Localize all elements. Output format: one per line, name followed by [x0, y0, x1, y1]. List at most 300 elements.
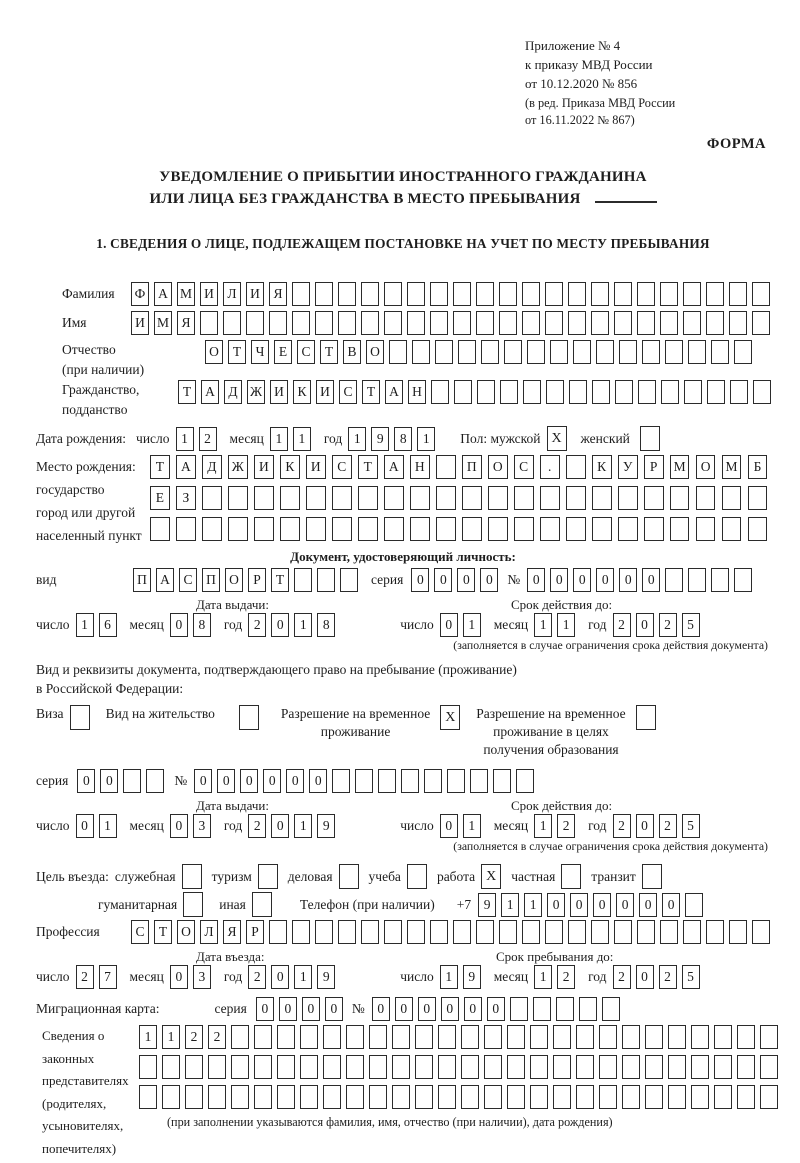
- day-label: число: [400, 617, 434, 632]
- char-cell: 1: [270, 427, 288, 451]
- char-cell: П: [133, 568, 151, 592]
- day-label: число: [36, 818, 70, 833]
- identity-dates-row: [36, 613, 770, 637]
- char-cell: 0: [271, 613, 289, 637]
- char-cell: А: [385, 380, 403, 404]
- char-cell: 1: [557, 613, 575, 637]
- char-cell: [462, 517, 482, 541]
- char-cell: [488, 517, 508, 541]
- migration-number-cells: [372, 997, 620, 1021]
- birth-date-row: [36, 426, 770, 451]
- char-cell: 2: [76, 965, 94, 989]
- stay-until-group: [400, 965, 712, 989]
- char-cell: [514, 517, 534, 541]
- char-cell: [415, 1085, 433, 1109]
- char-cell: [306, 517, 326, 541]
- year-label: год: [223, 617, 243, 632]
- char-cell: 2: [248, 965, 266, 989]
- char-cell: 0: [302, 997, 320, 1021]
- char-cell: Т: [228, 340, 246, 364]
- char-cell: [430, 282, 448, 306]
- char-cell: Я: [269, 282, 287, 306]
- annex-line: от 10.12.2020 № 856: [525, 76, 638, 91]
- char-cell: [683, 282, 701, 306]
- char-cell: [277, 1055, 295, 1079]
- char-cell: 2: [659, 613, 677, 637]
- char-cell: [760, 1085, 778, 1109]
- stay-until-header: Срок пребывания до:: [496, 949, 614, 964]
- char-cell: [317, 568, 335, 592]
- char-cell: 0: [636, 613, 654, 637]
- char-cell: 1: [294, 613, 312, 637]
- char-cell: [484, 1025, 502, 1049]
- char-cell: [592, 486, 612, 510]
- char-cell: [644, 517, 664, 541]
- char-cell: Н: [410, 455, 430, 479]
- char-cell: К: [592, 455, 612, 479]
- char-cell: 0: [309, 769, 327, 793]
- char-cell: [477, 380, 495, 404]
- char-cell: [553, 1025, 571, 1049]
- identity-series-cells: [411, 568, 498, 592]
- char-cell: [338, 282, 356, 306]
- char-cell: С: [332, 455, 352, 479]
- purpose-work-checkbox: X: [481, 864, 501, 889]
- char-cell: И: [200, 282, 218, 306]
- char-cell: [618, 517, 638, 541]
- month-label: месяц: [129, 969, 164, 984]
- char-cell: [269, 311, 287, 335]
- guardians-row1-cells: [139, 1025, 778, 1049]
- char-cell: 8: [193, 613, 211, 637]
- month-label: месяц: [129, 617, 164, 632]
- char-cell: О: [225, 568, 243, 592]
- residence-date-headers: [36, 798, 770, 813]
- identity-issue-year-cells: [248, 613, 335, 637]
- char-cell: [176, 517, 196, 541]
- char-cell: [683, 920, 701, 944]
- stay-year-cells: [613, 965, 700, 989]
- char-cell: [361, 920, 379, 944]
- char-cell: 0: [619, 568, 637, 592]
- entry-month-cells: [170, 965, 211, 989]
- char-cell: 0: [170, 814, 188, 838]
- char-cell: [576, 1055, 594, 1079]
- char-cell: [401, 769, 419, 793]
- phone-cells: [478, 893, 703, 917]
- char-cell: Т: [362, 380, 380, 404]
- char-cell: [269, 920, 287, 944]
- char-cell: [332, 517, 352, 541]
- char-cell: [300, 1025, 318, 1049]
- residence-dates-row: [36, 814, 770, 838]
- identity-issue-day-cells: [76, 613, 117, 637]
- annex-reference: [525, 36, 770, 129]
- char-cell: И: [131, 311, 149, 335]
- purpose-private-checkbox: [561, 864, 581, 889]
- char-cell: [748, 486, 768, 510]
- char-cell: [246, 311, 264, 335]
- char-cell: [358, 486, 378, 510]
- sex-female-checkbox: [640, 426, 660, 451]
- char-cell: [576, 1025, 594, 1049]
- char-cell: 0: [636, 965, 654, 989]
- char-cell: П: [202, 568, 220, 592]
- char-cell: [315, 920, 333, 944]
- char-cell: 0: [325, 997, 343, 1021]
- char-cell: Ч: [251, 340, 269, 364]
- char-cell: [410, 517, 430, 541]
- char-cell: Б: [748, 455, 768, 479]
- char-cell: С: [339, 380, 357, 404]
- char-cell: [602, 997, 620, 1021]
- char-cell: [412, 340, 430, 364]
- char-cell: С: [514, 455, 534, 479]
- residence-doc-intro2: в Российской Федерации:: [36, 681, 184, 696]
- char-cell: 1: [294, 965, 312, 989]
- char-cell: [530, 1055, 548, 1079]
- restriction-note: (заполняется в случае ограничения срока действия документа): [453, 638, 768, 652]
- identity-kind-cells: [133, 568, 358, 592]
- char-cell: [661, 380, 679, 404]
- char-cell: 1: [501, 893, 519, 917]
- identity-number-cells: [527, 568, 752, 592]
- day-label: число: [36, 617, 70, 632]
- month-label: месяц: [493, 617, 529, 632]
- char-cell: [254, 1025, 272, 1049]
- birth-date-group: [136, 427, 448, 451]
- char-cell: [550, 340, 568, 364]
- char-cell: [615, 380, 633, 404]
- char-cell: [139, 1055, 157, 1079]
- char-cell: [714, 1025, 732, 1049]
- firstname-cells: [131, 311, 770, 335]
- char-cell: [706, 920, 724, 944]
- char-cell: 0: [217, 769, 235, 793]
- char-cell: 2: [557, 965, 575, 989]
- char-cell: 8: [394, 427, 412, 451]
- char-cell: 1: [139, 1025, 157, 1049]
- char-cell: 1: [524, 893, 542, 917]
- char-cell: [729, 920, 747, 944]
- char-cell: [384, 486, 404, 510]
- char-cell: [369, 1025, 387, 1049]
- char-cell: [280, 517, 300, 541]
- char-cell: Т: [154, 920, 172, 944]
- char-cell: 0: [480, 568, 498, 592]
- char-cell: 1: [440, 965, 458, 989]
- month-label: месяц: [129, 818, 164, 833]
- char-cell: [530, 1025, 548, 1049]
- purpose-official-checkbox: [182, 864, 202, 889]
- stay-day-cells: [440, 965, 481, 989]
- residence-issue-day-cells: [76, 814, 117, 838]
- char-cell: [670, 517, 690, 541]
- purpose-official-label: служебная: [114, 868, 176, 884]
- char-cell: Е: [274, 340, 292, 364]
- char-cell: [668, 1085, 686, 1109]
- residence-doc-options-row: [36, 705, 770, 759]
- char-cell: [436, 486, 456, 510]
- char-cell: [618, 486, 638, 510]
- char-cell: 3: [193, 814, 211, 838]
- char-cell: [707, 380, 725, 404]
- char-cell: [200, 311, 218, 335]
- char-cell: [760, 1055, 778, 1079]
- char-cell: Д: [202, 455, 222, 479]
- char-cell: [430, 311, 448, 335]
- char-cell: И: [306, 455, 326, 479]
- char-cell: А: [156, 568, 174, 592]
- char-cell: [645, 1025, 663, 1049]
- char-cell: 5: [682, 814, 700, 838]
- char-cell: Р: [246, 920, 264, 944]
- char-cell: Л: [223, 282, 241, 306]
- birth-place-row3-cells: [150, 517, 767, 541]
- char-cell: [208, 1085, 226, 1109]
- char-cell: [540, 517, 560, 541]
- char-cell: [436, 455, 456, 479]
- char-cell: 0: [642, 568, 660, 592]
- firstname-label: Имя: [62, 315, 87, 330]
- char-cell: 0: [240, 769, 258, 793]
- char-cell: 2: [659, 965, 677, 989]
- char-cell: [665, 568, 683, 592]
- purpose-other-label: иная: [219, 896, 246, 912]
- identity-valid-day-cells: [440, 613, 481, 637]
- char-cell: [660, 311, 678, 335]
- char-cell: Д: [224, 380, 242, 404]
- purpose-row1: [36, 864, 770, 889]
- char-cell: [493, 769, 511, 793]
- char-cell: З: [176, 486, 196, 510]
- purpose-row2: [36, 892, 770, 917]
- identity-series-label: серия: [371, 572, 404, 587]
- char-cell: 0: [550, 568, 568, 592]
- sex-male-checkbox: X: [547, 426, 567, 451]
- year-label: год: [588, 617, 607, 632]
- char-cell: [545, 311, 563, 335]
- char-cell: У: [618, 455, 638, 479]
- char-cell: [431, 380, 449, 404]
- residence-valid-year-cells: [613, 814, 700, 838]
- char-cell: 0: [440, 814, 458, 838]
- birth-place-row: [36, 455, 770, 547]
- char-cell: [714, 1055, 732, 1079]
- char-cell: [315, 282, 333, 306]
- char-cell: 5: [682, 613, 700, 637]
- char-cell: 1: [534, 814, 552, 838]
- char-cell: [384, 920, 402, 944]
- residence-doc-intro1: Вид и реквизиты документа, подтверждающего право на пребывание (проживание): [36, 662, 517, 677]
- char-cell: И: [246, 282, 264, 306]
- citizenship-cells: [178, 380, 771, 404]
- char-cell: [228, 486, 248, 510]
- char-cell: [614, 311, 632, 335]
- patronymic-cells: [205, 340, 752, 364]
- char-cell: 0: [194, 769, 212, 793]
- birth-place-grid: [150, 455, 767, 541]
- char-cell: [280, 486, 300, 510]
- char-cell: [660, 282, 678, 306]
- char-cell: 2: [248, 814, 266, 838]
- char-cell: 0: [440, 613, 458, 637]
- char-cell: [292, 311, 310, 335]
- year-label: год: [323, 430, 343, 446]
- char-cell: [139, 1085, 157, 1109]
- purpose-study-label: учеба: [368, 868, 401, 884]
- char-cell: 0: [279, 997, 297, 1021]
- purpose-work-label: работа: [436, 868, 476, 884]
- entry-dates-row: [36, 965, 770, 989]
- char-cell: [599, 1055, 617, 1079]
- char-cell: [566, 486, 586, 510]
- char-cell: [734, 568, 752, 592]
- char-cell: [530, 1085, 548, 1109]
- char-cell: 0: [170, 613, 188, 637]
- migration-number-sign: №: [351, 1001, 365, 1016]
- char-cell: [369, 1085, 387, 1109]
- char-cell: [660, 920, 678, 944]
- char-cell: 2: [185, 1025, 203, 1049]
- guardians-row: [36, 1025, 770, 1160]
- char-cell: [614, 920, 632, 944]
- residence-issue-year-cells: [248, 814, 335, 838]
- char-cell: [462, 486, 482, 510]
- char-cell: [553, 1055, 571, 1079]
- char-cell: [507, 1085, 525, 1109]
- char-cell: [332, 769, 350, 793]
- surname-cells: [131, 282, 770, 306]
- birth-month-cells: [270, 427, 311, 451]
- char-cell: 8: [317, 613, 335, 637]
- identity-number-sign: №: [507, 572, 521, 587]
- char-cell: Я: [177, 311, 195, 335]
- char-cell: Т: [150, 455, 170, 479]
- char-cell: 0: [487, 997, 505, 1021]
- char-cell: [332, 486, 352, 510]
- char-cell: [277, 1085, 295, 1109]
- identity-valid-month-cells: [534, 613, 575, 637]
- char-cell: [737, 1055, 755, 1079]
- char-cell: Т: [271, 568, 289, 592]
- char-cell: 0: [271, 814, 289, 838]
- char-cell: [691, 1055, 709, 1079]
- surname-label: Фамилия: [62, 286, 115, 301]
- char-cell: 0: [662, 893, 680, 917]
- char-cell: [637, 282, 655, 306]
- char-cell: [760, 1025, 778, 1049]
- char-cell: 0: [418, 997, 436, 1021]
- purpose-tourism-checkbox: [258, 864, 278, 889]
- char-cell: [599, 1085, 617, 1109]
- residence-series-cells: [77, 769, 164, 793]
- annex-line: Приложение № 4: [525, 38, 621, 53]
- char-cell: [566, 517, 586, 541]
- char-cell: 0: [464, 997, 482, 1021]
- char-cell: 0: [286, 769, 304, 793]
- char-cell: [722, 486, 742, 510]
- char-cell: 2: [613, 965, 631, 989]
- temp-permit-label: Разрешение на временное проживание: [280, 706, 431, 739]
- char-cell: [162, 1085, 180, 1109]
- char-cell: 9: [478, 893, 496, 917]
- guardians-grid: [139, 1025, 778, 1130]
- char-cell: П: [462, 455, 482, 479]
- char-cell: Ж: [247, 380, 265, 404]
- char-cell: [556, 997, 574, 1021]
- temp-permit-edu-checkbox: [636, 705, 656, 730]
- char-cell: [415, 1025, 433, 1049]
- char-cell: [688, 568, 706, 592]
- entry-date-headers: [36, 949, 770, 964]
- char-cell: [435, 340, 453, 364]
- char-cell: [231, 1025, 249, 1049]
- char-cell: [458, 340, 476, 364]
- residence-permit-checkbox: [239, 705, 259, 730]
- char-cell: [346, 1025, 364, 1049]
- char-cell: С: [297, 340, 315, 364]
- char-cell: 2: [613, 613, 631, 637]
- patronymic-label: Отчество (при наличии): [62, 342, 145, 377]
- char-cell: М: [177, 282, 195, 306]
- char-cell: А: [154, 282, 172, 306]
- char-cell: 2: [248, 613, 266, 637]
- section1-heading: 1. СВЕДЕНИЯ О ЛИЦЕ, ПОДЛЕЖАЩЕМ ПОСТАНОВКЕ НА УЧЕТ ПО МЕСТУ ПРЕБЫВАНИЯ: [96, 236, 710, 251]
- char-cell: Л: [200, 920, 218, 944]
- year-label: год: [588, 818, 607, 833]
- valid-until-header: Срок действия до:: [511, 597, 613, 612]
- citizenship-label: Гражданство, подданство: [62, 382, 140, 417]
- char-cell: [392, 1085, 410, 1109]
- char-cell: [753, 380, 771, 404]
- char-cell: [522, 282, 540, 306]
- char-cell: А: [201, 380, 219, 404]
- char-cell: [484, 1055, 502, 1079]
- char-cell: [691, 1025, 709, 1049]
- char-cell: [752, 282, 770, 306]
- char-cell: [410, 486, 430, 510]
- char-cell: 0: [76, 814, 94, 838]
- char-cell: Т: [320, 340, 338, 364]
- char-cell: [294, 568, 312, 592]
- char-cell: С: [131, 920, 149, 944]
- char-cell: [668, 1055, 686, 1079]
- char-cell: 3: [193, 965, 211, 989]
- visa-label: Виза: [36, 706, 64, 721]
- residence-permit-label: Вид на жительство: [105, 706, 215, 721]
- char-cell: [566, 455, 586, 479]
- char-cell: [696, 486, 716, 510]
- purpose-business-label: деловая: [287, 868, 333, 884]
- char-cell: [453, 311, 471, 335]
- migration-series-cells: [256, 997, 343, 1021]
- profession-label: Профессия: [36, 924, 100, 939]
- char-cell: 0: [263, 769, 281, 793]
- char-cell: [665, 340, 683, 364]
- char-cell: 0: [256, 997, 274, 1021]
- char-cell: [185, 1055, 203, 1079]
- residence-number-sign: №: [174, 773, 188, 788]
- char-cell: [637, 311, 655, 335]
- char-cell: .: [540, 455, 560, 479]
- char-cell: 1: [463, 814, 481, 838]
- char-cell: [510, 997, 528, 1021]
- surname-row: [62, 282, 770, 306]
- char-cell: [277, 1025, 295, 1049]
- char-cell: [292, 282, 310, 306]
- stay-month-cells: [534, 965, 575, 989]
